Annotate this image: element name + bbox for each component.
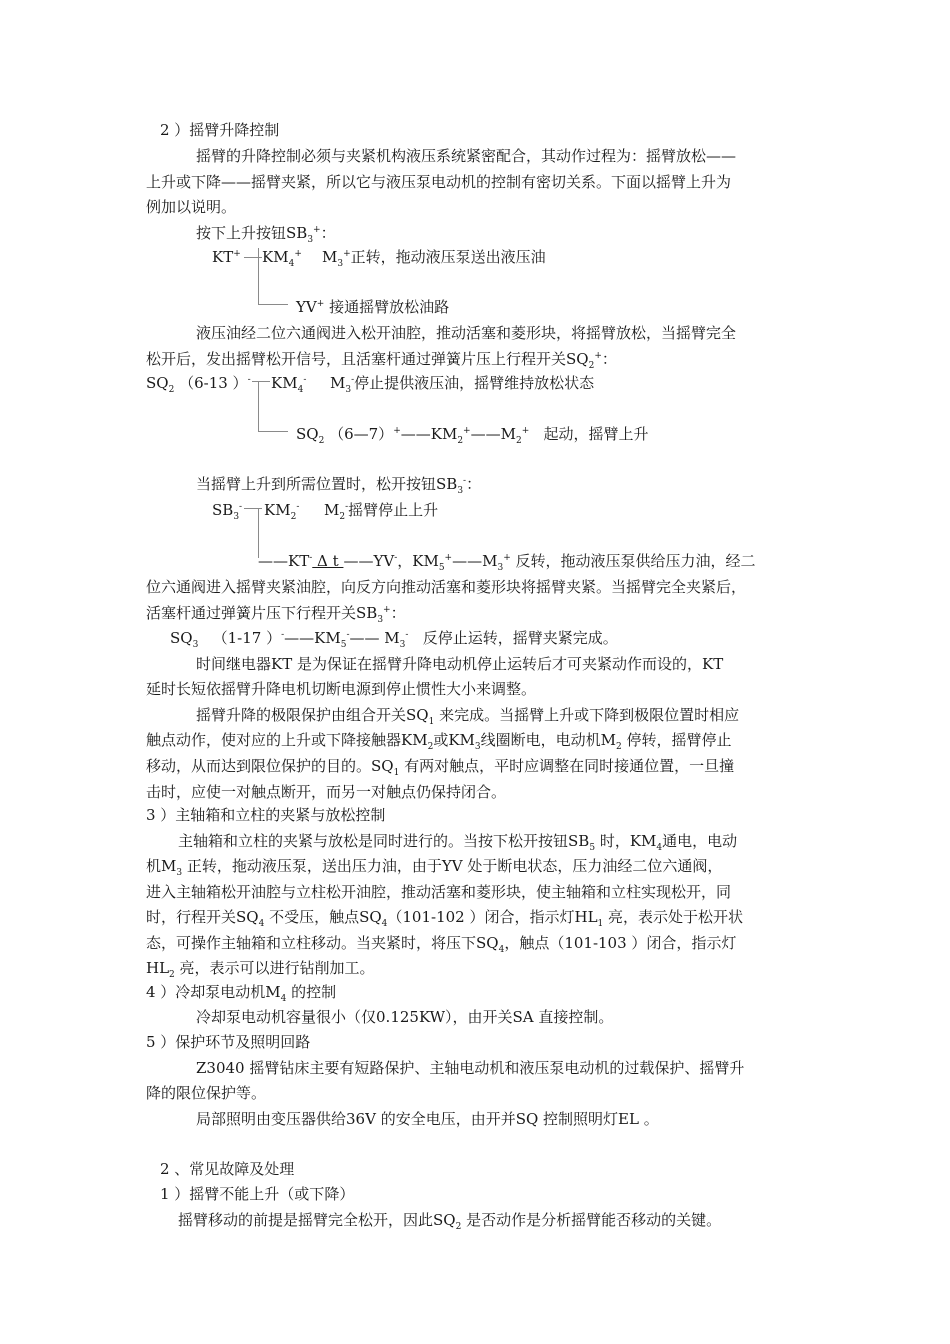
paragraph-line: 主轴箱和立柱的夹紧与放松是同时进行的。当按下松开按钮$SB_5$ 时，$KM_4$通电，电动: [178, 832, 738, 853]
paragraph-line: 当摇臂上升到所需位置时，松开按钮$SB_3^-$：: [196, 475, 482, 496]
sequence-node-sq2: $SQ_2$ （6-13 ）-: [146, 374, 251, 395]
sequence-node-m3: $M_3^-$停止提供液压油，摇臂维持放松状态: [330, 374, 595, 395]
paragraph-line: 位六通阀进入摇臂夹紧油腔，向反方向推动活塞和菱形块将摇臂夹紧。当摇臂完全夹紧后，: [146, 578, 747, 596]
sequence-wire: [258, 381, 259, 431]
paragraph-line: 降的限位保护等。: [146, 1084, 267, 1102]
paragraph-line: 活塞杆通过弹簧片压下行程开关$SB_3^+$：: [146, 604, 406, 625]
paragraph-line: 击时，应使一对触点断开，而另一对触点仍保持闭合。: [146, 783, 507, 801]
paragraph-line: 例加以说明。: [146, 198, 237, 216]
sequence-node-yv: YV+ 接通摇臂放松油路: [296, 298, 450, 316]
paragraph-line: Z3040 摇臂钻床主要有短路保护、主轴电动机和液压泵电动机的过载保护、摇臂升: [196, 1059, 745, 1077]
paragraph-line: 冷却泵电动机容量很小（仅0.125KW），由开关SA 直接控制。: [196, 1008, 614, 1026]
sequence-wire: [252, 381, 270, 382]
section-heading-arm-cannot-lift: 1 ）摇臂不能上升（或下降）: [160, 1185, 355, 1203]
paragraph-line: 延时长短依摇臂升降电机切断电源到停止惯性大小来调整。: [146, 680, 537, 698]
paragraph-line: 摇臂移动的前提是摇臂完全松开，因此$SQ_2$ 是否动作是分析摇臂能否移动的关键。: [178, 1211, 722, 1232]
sequence-node-km2: $KM_2^-$: [264, 501, 300, 522]
paragraph-line: 上升或下降——摇臂夹紧，所以它与液压泵电动机的控制有密切关系。下面以摇臂上升为: [146, 173, 732, 191]
section-heading-arm-lift: 2 ）摇臂升降控制: [160, 121, 280, 139]
sequence-wire: [258, 304, 288, 305]
section-heading-faults: 2 、常见故障及处理: [160, 1160, 295, 1178]
paragraph-line: 触点动作，使对应的上升或下降接触器$KM_2$或$KM_3$线圈断电，电动机$M_2$ 停转，摇臂停止: [146, 731, 732, 752]
section-heading-protection: 5 ）保护环节及照明回路: [146, 1033, 311, 1051]
sequence-wire: [258, 431, 288, 432]
paragraph-line: 机$M_3$ 正转，拖动液压泵，送出压力油，由于YV 处于断电状态，压力油经二位六通阀，: [146, 857, 723, 878]
paragraph-line: 进入主轴箱松开油腔与立柱松开油腔，推动活塞和菱形块，使主轴箱和立柱实现松开，同: [146, 883, 732, 901]
paragraph-line: 摇臂的升降控制必须与夹紧机构液压系统紧密配合，其动作过程为：摇臂放松——: [196, 147, 737, 165]
section-heading-coolant-pump: 4 ）冷却泵电动机$M_4$ 的控制: [146, 983, 337, 1004]
sequence-node-km4: $KM_4^-$: [271, 374, 307, 395]
paragraph-line: 松开后，发出摇臂松开信号，且活塞杆通过弹簧片压上行程开关$SQ_2^+$：: [146, 350, 617, 371]
section-heading-column-clamp: 3 ）主轴箱和立柱的夹紧与放松控制: [146, 806, 386, 824]
sequence-node-sq2-branch: $SQ_2$ $(6—7)^+——KM_2^+——M_2^+$ 起动，摇臂上升: [296, 425, 649, 446]
sequence-wire: [244, 508, 262, 509]
sequence-wire: [258, 248, 259, 304]
sequence-node-kt-branch: ——KT- Δ t ——YV-，$KM_5^+——M_3^+$ 反转，拖动液压泵供给压力油，经二: [258, 552, 756, 573]
sequence-node-kt: KT+: [212, 248, 241, 266]
paragraph-line: 按下上升按钮$SB_3^+$：: [196, 224, 336, 245]
sequence-node-sb3: $SB_3^-$: [212, 501, 243, 522]
sequence-node-sq3: $SQ_3$ （1-17 ）$^-——KM_5^-——$ $M_3^-$ 反停止运转，摇臂夹紧完成。: [170, 629, 618, 650]
paragraph-line: 移动，从而达到限位保护的目的。$SQ_1$ 有两对触点，平时应调整在同时接通位置，一旦撞: [146, 757, 735, 778]
paragraph-line: 态，可操作主轴箱和立柱移动。当夹紧时，将压下$SQ_4$，触点（101-103 ）闭合，指示灯: [146, 934, 737, 955]
paragraph-line: 时间继电器KT 是为保证在摇臂升降电动机停止运转后才可夹紧动作而设的，KT: [196, 655, 724, 673]
sequence-node-km4: $KM_4^+$: [262, 248, 302, 269]
paragraph-line: 局部照明由变压器供给36V 的安全电压，由开并SQ 控制照明灯EL 。: [196, 1110, 659, 1128]
paragraph-line: $HL_2$ 亮，表示可以进行钻削加工。: [146, 959, 375, 980]
sequence-node-m2: $M_2^-$摇臂停止上升: [324, 501, 439, 522]
sequence-wire: [244, 257, 262, 258]
sequence-node-m3: $M_3^+$正转，拖动液压泵送出液压油: [322, 248, 546, 269]
paragraph-line: 时，行程开关$SQ_4$ 不受压，触点$SQ_4(101-102$ ）闭合，指示灯$HL_1$ 亮，表示处于松开状: [146, 908, 744, 929]
paragraph-line: 液压油经二位六通阀进入松开油腔，推动活塞和菱形块，将摇臂放松，当摇臂完全: [196, 324, 737, 342]
paragraph-line: 摇臂升降的极限保护由组合开关$SQ_1$ 来完成。当摇臂上升或下降到极限位置时相应: [196, 706, 740, 727]
